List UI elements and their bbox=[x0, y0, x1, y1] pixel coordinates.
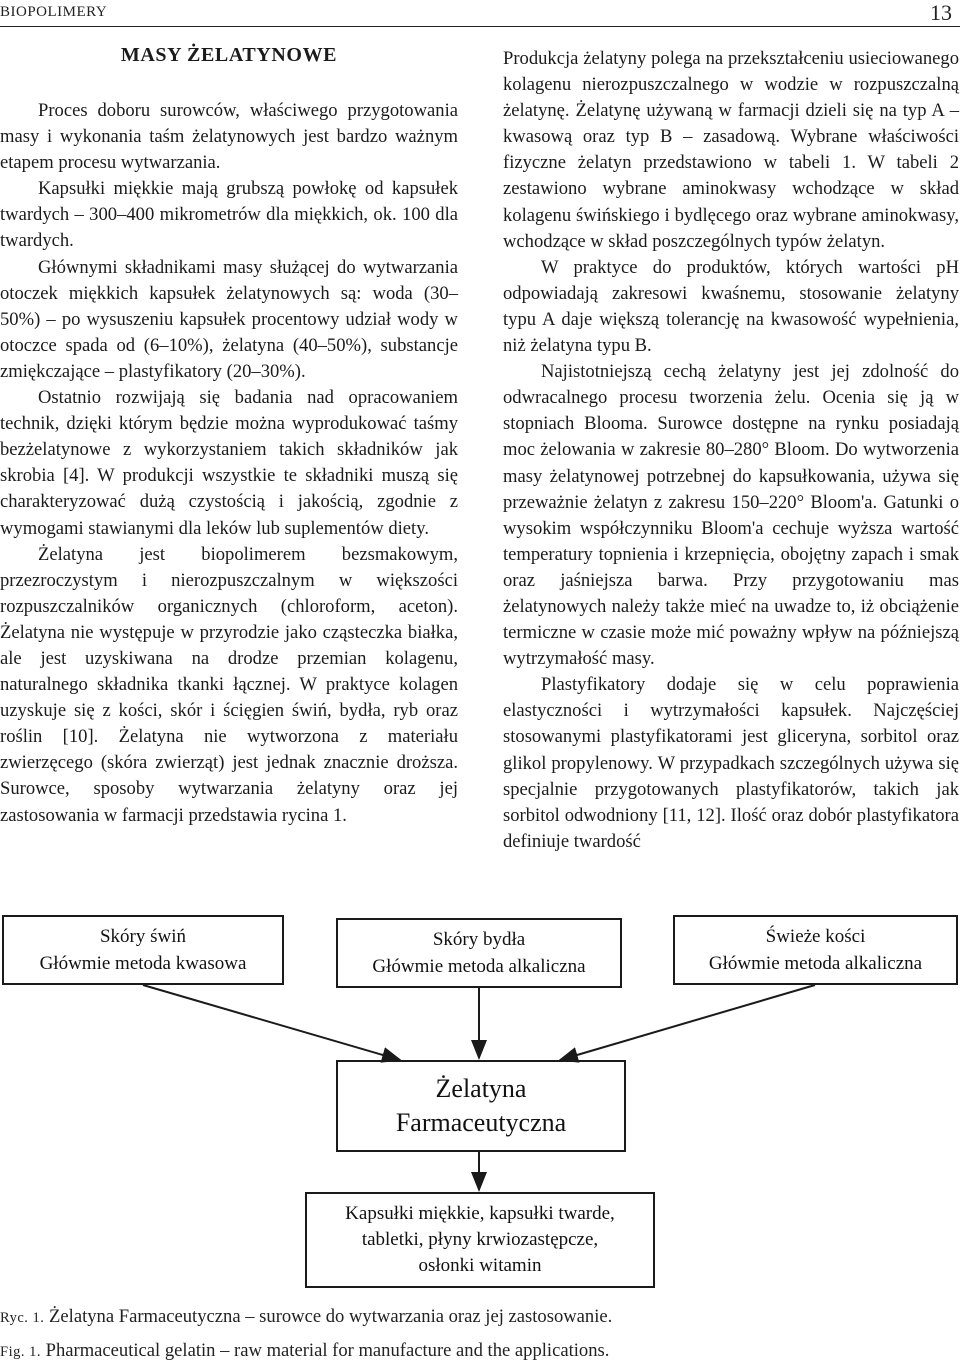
caption-label: Fig. 1. bbox=[0, 1344, 41, 1360]
source-name: Skóry świń bbox=[99, 926, 187, 947]
source-name: Skóry bydła bbox=[432, 929, 526, 950]
applications-line-1: Kapsułki miękkie, kapsułki twarde, bbox=[345, 1203, 615, 1224]
applications-box bbox=[305, 1192, 655, 1288]
paragraph: Plastyfikatory dodaje się w celu poprawienia elastyczności i wytrzymałości kapsułek. Najczęściej stosowanymi plastyfikatorami jest gliceryna, sorbitol oraz glikol propylenowy. W przypadkach szczególnych używa się specjalnie przygotowanych plastyfikatorów, takich jak sorbitol odwodniony [11, 12]. Ilość oraz dobór plastyfikatora definiuje twardość bbox=[503, 674, 959, 852]
center-line-2: Farmaceutyczna bbox=[395, 1108, 567, 1137]
paragraph: Najistotniejszą cechą żelatyny jest jej zdolność do odwracalnego procesu tworzenia żelu. Ocenia się ją w stopniach Blooma. Surowce dostępne na rynku posiadają moc żelowania w zakresie 80–280° Bloom. Do wytworzenia masy żelatynowej potrzebnej do kapsułkowania, używa się przeważnie żelatyn z zakresu 150–220° Bloom'a. Gatunki o wysokim współczynniku Bloom'a cechuje wyższa wartość temperatury topnienia i krzepnięcia, obojętny zapach i smak oraz jaśniejsza barwa. Przy przygotowaniu mas żelatynowych należy także mieć na uwadze to, iż obciążenie termiczne w czasie może mić poważny wpływ na późniejszą wytrzymałość masy. bbox=[503, 361, 959, 670]
caption-label: Ryc. 1. bbox=[0, 1310, 45, 1326]
source-method: Główmie metoda alkaliczna bbox=[708, 953, 923, 974]
page-number: 13 bbox=[930, 0, 952, 25]
figure-caption-en bbox=[0, 1340, 609, 1362]
source-name: Świeże kości bbox=[765, 926, 866, 947]
paragraph: Proces doboru surowców, właściwego przygotowania masy i wykonania taśm żelatynowych jest bardzo ważnym etapem procesu wytwarzania. bbox=[0, 100, 458, 174]
source-method: Główmie metoda alkaliczna bbox=[372, 956, 586, 977]
source-box-fresh-bones bbox=[673, 915, 958, 985]
running-head: BIOPOLIMERY bbox=[0, 4, 108, 20]
center-box-pharmaceutical-gelatin bbox=[336, 1060, 626, 1152]
applications-line-2: tabletki, płyny krwiozastępcze, bbox=[361, 1229, 599, 1250]
caption-text: Pharmaceutical gelatin – raw material for manufacture and the applications. bbox=[40, 1340, 610, 1361]
paragraph: Ostatnio rozwijają się badania nad opracowaniem technik, dzięki którym będzie można wyprodukować taśmy bezżelatynowe z wykorzystaniem takich składników jak skrobia [4]. W produkcji wszystkie te składniki muszą się charakteryzować dużą czystością i jakością, zgodnie z wymogami stawianymi dla leków lub suplementów diety. bbox=[0, 387, 458, 539]
paragraph: Głównymi składnikami masy służącej do wytwarzania otoczek miękkich kapsułek żelatynowych są: woda (30–50%) – po wysuszeniu kapsułek procentowy udział wody w otoczce spada od (6–10%), żelatyna (40–50%), substancje zmiękczające – plastyfikatory (20–30%). bbox=[0, 256, 458, 382]
figure-caption-pl bbox=[0, 1306, 612, 1328]
source-box-cattle-skins bbox=[336, 918, 622, 988]
paragraph: Kapsułki miękkie mają grubszą powłokę od kapsułek twardych – 300–400 mikrometrów dla miękkich, ok. 100 dla twardych. bbox=[0, 178, 458, 252]
arrow-pigs-to-gelatin bbox=[143, 985, 400, 1060]
section-title: MASY ŻELATYNOWE bbox=[120, 44, 338, 66]
paragraph: Produkcja żelatyny polega na przekształceniu usieciowanego kolagenu nierozpuszczalnego w wodzie w rozpuszczalną żelatynę. Żelatynę używaną w farmacji dzieli się na typ A – kwasową oraz typ B – zasadową. Wybrane właściwości fizyczne żelatyn przedstawiono w tabeli 1. W tabeli 2 zestawiono wybrane aminokwasy wchodzące w skład kolagenu świńskiego i bydlęcego oraz wybrane aminokwasy, wchodzące w skład poszczególnych typów żelatyn. bbox=[503, 48, 959, 252]
paragraph: W praktyce do produktów, których wartości pH odpowiadają zakresowi kwaśnemu, stosowanie żelatyny typu A daje większą tolerancję na kwasowość wypełnienia, niż żelatyna typu B. bbox=[503, 256, 959, 357]
source-box-pig-skins bbox=[2, 915, 284, 985]
applications-line-3: osłonki witamin bbox=[418, 1255, 542, 1276]
caption-text: Żelatyna Farmaceutyczna – surowce do wytwarzania oraz jej zastosowanie. bbox=[44, 1306, 613, 1327]
source-method: Główmie metoda kwasowa bbox=[39, 953, 247, 974]
arrow-bones-to-gelatin bbox=[560, 985, 815, 1060]
paragraph: Żelatyna jest biopolimerem bezsmakowym, przezroczystym i nierozpuszczalnym w większości rozpuszczalników organicznych (chloroform, aceton). Żelatyna nie występuje w przyrodzie jako cząsteczka białka, ale jest uzyskiwana na drodze przemian kolagenu, naturalnego składnika tkanki łącznej. W praktyce kolagen uzyskuje się z kości, skór i ścięgien świń, bydła, ryb oraz roślin [10]. Żelatyna nie wytworzona z materiału zwierzęcego (skóra zwierząt) jest jednak znacznie droższa. Surowce, sposoby wytwarzania żelatyny oraz jej zastosowania w farmacji przedstawia rycina 1. bbox=[0, 543, 458, 826]
center-line-1: Żelatyna bbox=[435, 1074, 527, 1103]
